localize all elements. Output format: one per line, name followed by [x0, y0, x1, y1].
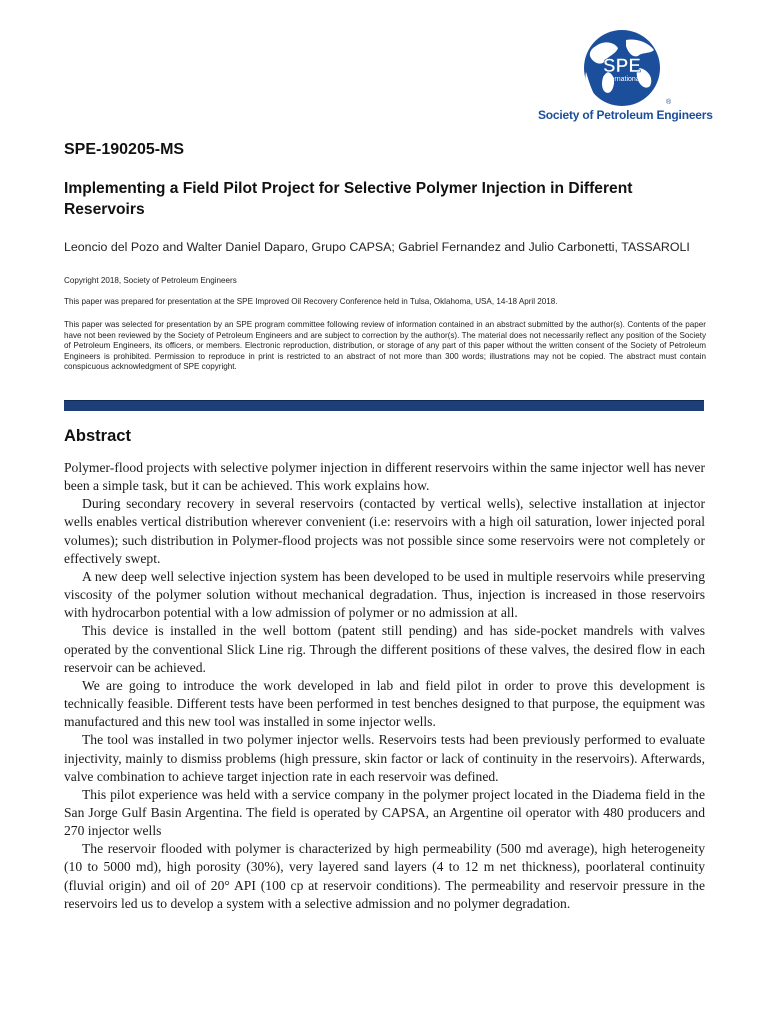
abstract-paragraph: Polymer-flood projects with selective polymer injection in different reservoirs within the same injector well has never been a simple task, but it can be achieved. This work explains how. [64, 460, 705, 494]
spe-logo[interactable] [536, 28, 713, 128]
abstract-body [64, 459, 705, 913]
abstract-paragraph: This pilot experience was held with a service company in the polymer project located in the Diadema field in the San Jorge Gulf Basin Argentina. The field is operated by CAPSA, an Argentine oil operator with 480 producers and 270 injector wells [64, 786, 705, 839]
presentation-note: This paper was prepared for presentation at the SPE Improved Oil Recovery Conference held in Tulsa, Oklahoma, USA, 14-18 April 2018. [64, 297, 558, 306]
globe-icon [556, 28, 688, 108]
copyright-line: Copyright 2018, Society of Petroleum Engineers [64, 276, 237, 285]
logo-mark-text: SPE [602, 56, 642, 77]
paper-authors: Leoncio del Pozo and Walter Daniel Daparo, Grupo CAPSA; Gabriel Fernandez and Julio Carbonetti, TASSAROLI [64, 240, 690, 254]
logo-tagline: Society of Petroleum Engineers [538, 108, 713, 122]
abstract-paragraph: A new deep well selective injection system has been developed to be used in multiple reservoirs while preserving viscosity of the polymer solution without mechanical degradation. Thus, injection is increased in those reservoirs with hydrocarbon potential with a low admission of polymer or no admission at all. [64, 568, 705, 621]
abstract-paragraph: During secondary recovery in several reservoirs (contacted by vertical wells), selective installation at injector wells enables vertical distribution wherever convenient (i.e: reservoirs with a high oil saturation, lower injected poral volumes); such distribution in Polymer-flood projects was not possible since some reservoirs were not completely or effectively swept. [64, 496, 705, 566]
abstract-paragraph: The reservoir flooded with polymer is characterized by high permeability (500 md average), high heterogeneity (10 to 5000 md), high porosity (30%), very layered sand layers (4 to 12 m net thickness), poorlateral continuity (fluvial origin) and oil of 20° API (100 cp at reservoir conditions). The permeability and reservoir pressure in the reservoirs led us to develop a system with a selective admission and no polymer degradation. [64, 841, 705, 911]
logo-sub-text: International [602, 76, 642, 83]
abstract-paragraph: This device is installed in the well bottom (patent still pending) and has side-pocket mandrels with valves operated by the conventional Slick Line rig. Through the different positions of these valves, the desired flow in each reservoir can be achieved. [64, 623, 705, 675]
paper-title: Implementing a Field Pilot Project for Selective Polymer Injection in Different Reservoirs [64, 180, 633, 218]
abstract-heading: Abstract [64, 427, 131, 445]
paper-id: SPE-190205-MS [64, 141, 185, 158]
abstract-paragraph: We are going to introduce the work developed in lab and field pilot in order to prove this development is technically feasible. Different tests have been performed in test benches designed to that purpose, the equipment was manufactured and this new tool was installed in some injector wells. [64, 677, 705, 730]
abstract-paragraph: The tool was installed in two polymer injector wells. Reservoirs tests had been previously performed to evaluate injectivity, mainly to dismiss problems (high pressure, skin factor or lack of continuity in the reservoirs). Afterwards, valve combination to achieve target injection rate in each reservoir was defined. [64, 732, 705, 784]
copyright-notice: This paper was selected for presentation by an SPE program committee following review of information contained in an abstract submitted by the author(s). Contents of the paper have not been reviewed by the Society of Petroleum Engineers and are subject to correction by the author(s). The material does not necessarily reflect any position of the Society of Petroleum Engineers, its officers, or members. Electronic reproduction, distribution, or storage of any part of this paper without the written consent of the Society of Petroleum Engineers is prohibited. Permission to reproduce in print is restricted to an abstract of not more than 300 words; illustrations may not be copied. The abstract must contain conspicuous acknowledgment of SPE copyright. [64, 320, 706, 372]
section-divider [64, 400, 704, 411]
registered-mark: ® [666, 99, 672, 106]
